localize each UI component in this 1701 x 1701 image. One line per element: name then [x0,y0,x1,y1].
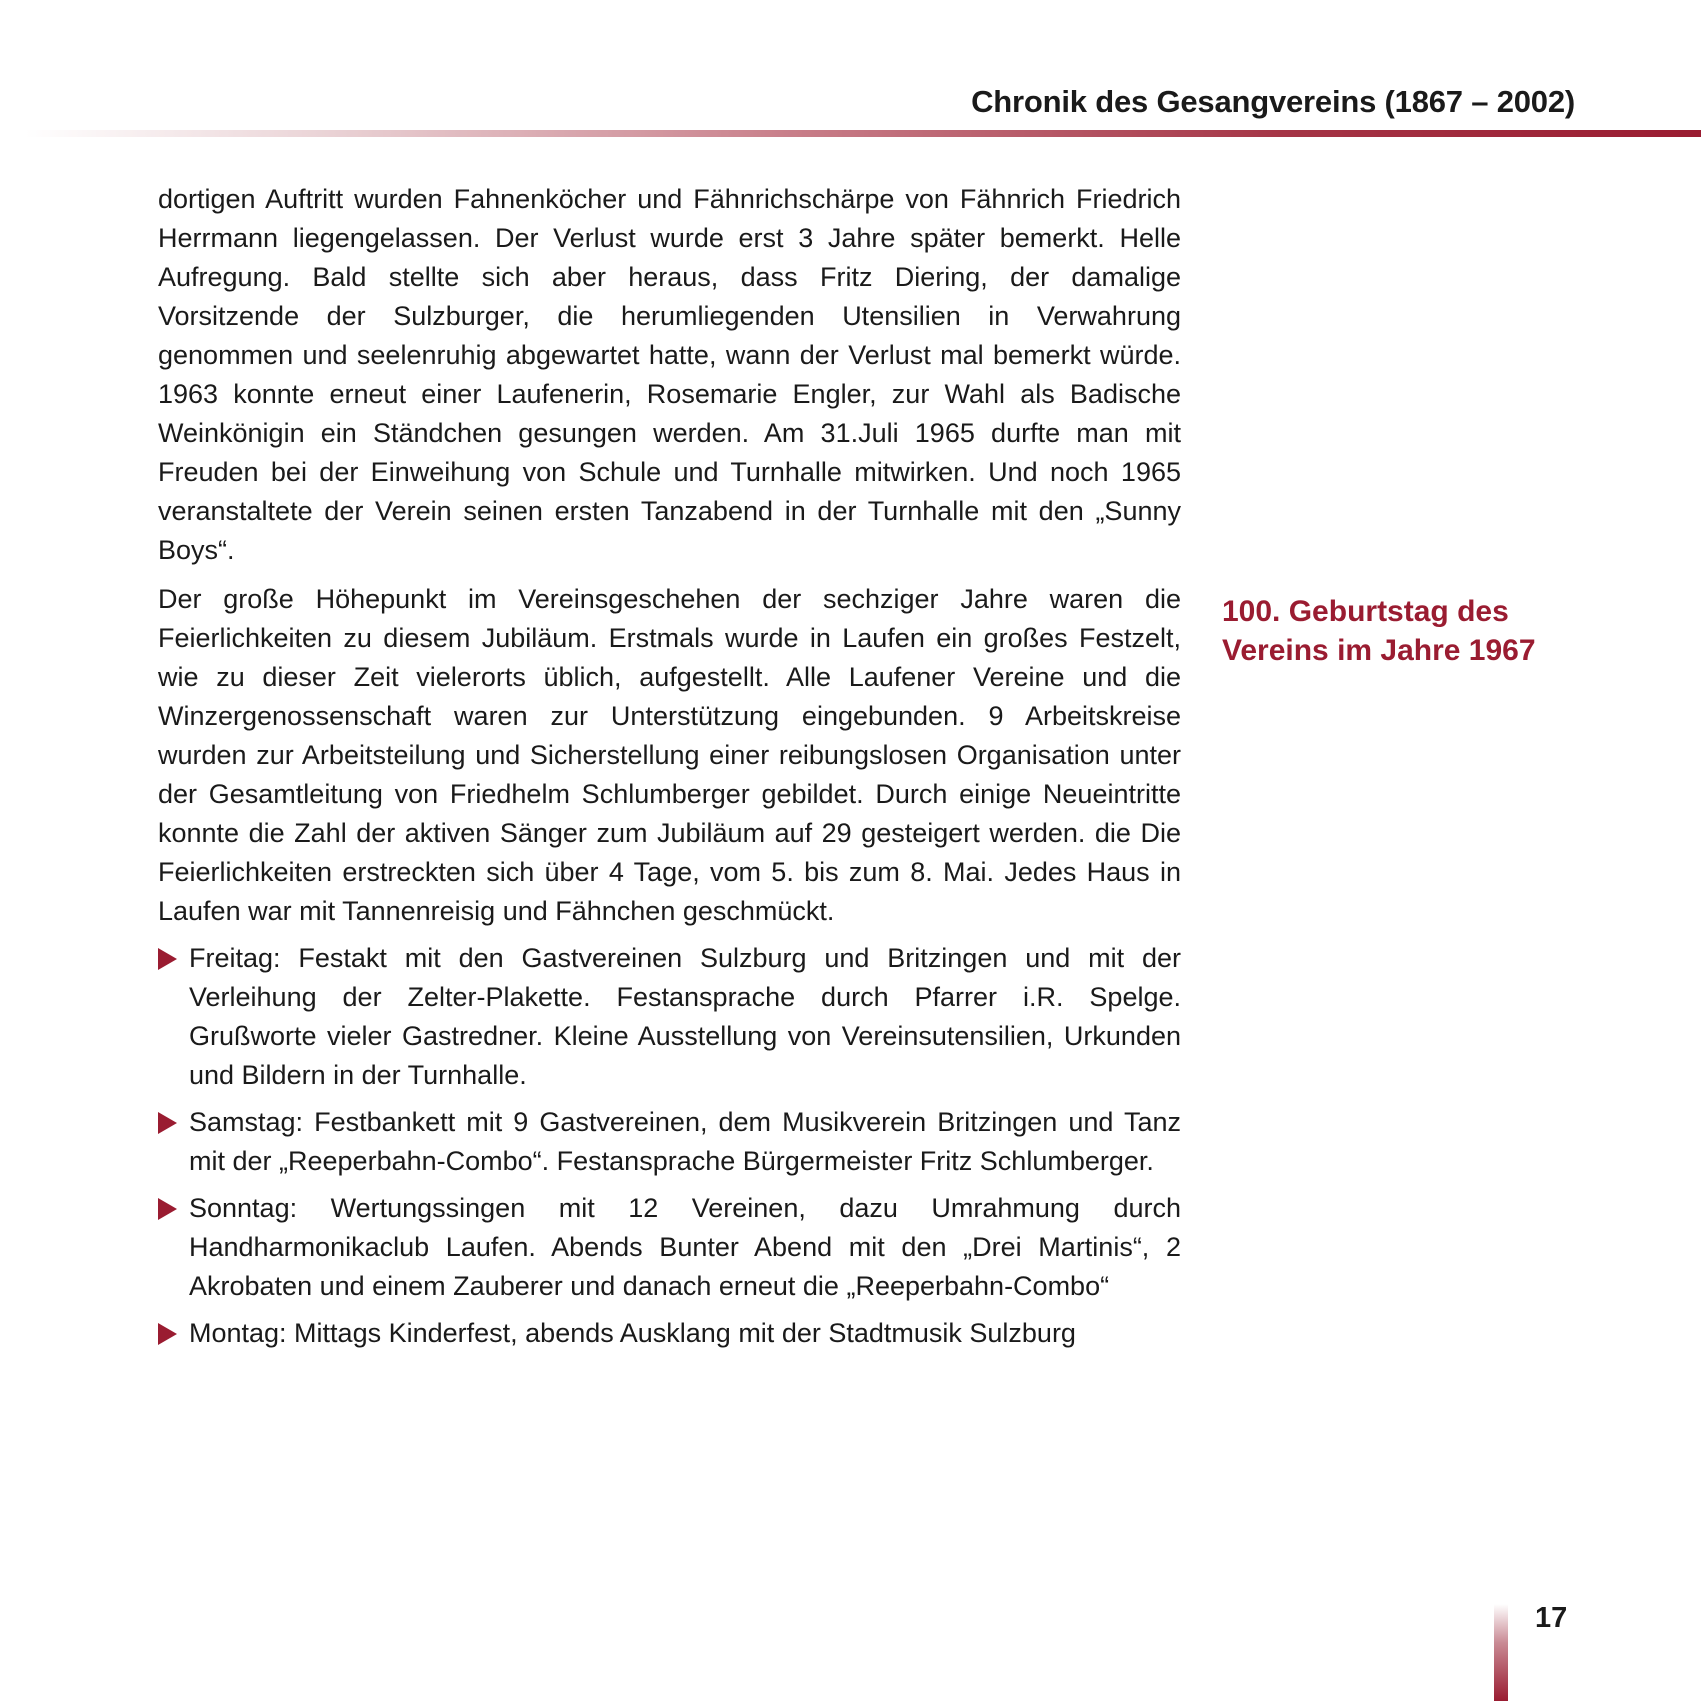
paragraph-2: Der große Höhepunkt im Vereinsgeschehen der sechziger Jahre waren die Feierlichkeiten zu diesem Jubiläum. Erstmals wurde in Laufen ein großes Festzelt, wie zu dieser Zeit vielerorts üblich, aufgestellt. Alle Laufener Vereine und die Winzergenossenschaft waren zur Unterstützung eingebunden. 9 Arbeitskreise wurden zur Arbeitsteilung und Sicherstellung einer reibungslosen Organisation unter der Gesamtleitung von Friedhelm Schlumberger gebildet. Durch einige Neueintritte konnte die Zahl der aktiven Sänger zum Jubiläum auf 29 gesteigert werden. die Die Feierlichkeiten erstreckten sich über 4 Tage, vom 5. bis zum 8. Mai. Jedes Haus in Laufen war mit Tannenreisig und Fähnchen geschmückt. [158,584,1181,926]
event-text-friday: Freitag: Festakt mit den Gastvereinen Sulzburg und Britzingen und mit der Verleihung der Zelter-Plakette. Festansprache durch Pfarrer i.R. Spelge. Grußworte vieler Gastredner. Kleine Ausstellung von Vereinsutensilien, Urkunden und Bildern in der Turnhalle. [189,943,1181,1090]
triangle-right-icon [158,1323,177,1345]
triangle-right-icon [158,1112,177,1134]
list-item [158,1189,1181,1306]
triangle-right-icon [158,948,177,970]
header-rule [25,130,1701,137]
list-item [158,939,1181,1095]
event-text-monday: Montag: Mittags Kinderfest, abends Ausklang mit der Stadtmusik Sulzburg [189,1318,1076,1348]
footer-accent-bar [1494,1604,1508,1701]
event-text-sunday: Sonntag: Wertungssingen mit 12 Vereinen, dazu Umrahmung durch Handharmonikaclub Laufen. Abends Bunter Abend mit den „Drei Martinis“, 2 Akrobaten und einem Zauberer und danach erneut die „Reeperbahn-Combo“ [189,1193,1181,1301]
list-item [158,1103,1181,1181]
side-heading [1222,592,1622,670]
side-heading-line-1: 100. Geburtstag des [1222,595,1509,628]
side-heading-line-2: Vereins im Jahre 1967 [1222,634,1536,667]
triangle-right-icon [158,1198,177,1220]
list-item [158,1314,1181,1353]
paragraph-1: dortigen Auftritt wurden Fahnenköcher und Fähnrichschärpe von Fähnrich Friedrich Herrmann liegengelassen. Der Verlust wurde erst 3 Jahre später bemerkt. Helle Aufregung. Bald stellte sich aber heraus, dass Fritz Diering, der damalige Vorsitzende der Sulzburger, die herumliegenden Utensilien in Verwahrung genommen und seelenruhig abgewartet hatte, wann der Verlust mal bemerkt würde. 1963 konnte erneut einer Laufenerin, Rosemarie Engler, zur Wahl als Badische Weinkönigin ein Ständchen gesungen werden. Am 31.Juli 1965 durfte man mit Freuden bei der Einweihung von Schule und Turnhalle mitwirken. Und noch 1965 veranstaltete der Verein seinen ersten Tanzabend in der Turnhalle mit den „Sunny Boys“. [158,184,1181,565]
event-text-saturday: Samstag: Festbankett mit 9 Gastvereinen, dem Musikverein Britzingen und Tanz mit der „Reeperbahn-Combo“. Festansprache Bürgermeister Fritz Schlumberger. [189,1107,1181,1176]
header-title: Chronik des Gesangvereins (1867 – 2002) [971,84,1575,119]
page-number: 17 [1535,1602,1568,1634]
main-text [158,180,1181,1361]
event-list [158,939,1181,1353]
